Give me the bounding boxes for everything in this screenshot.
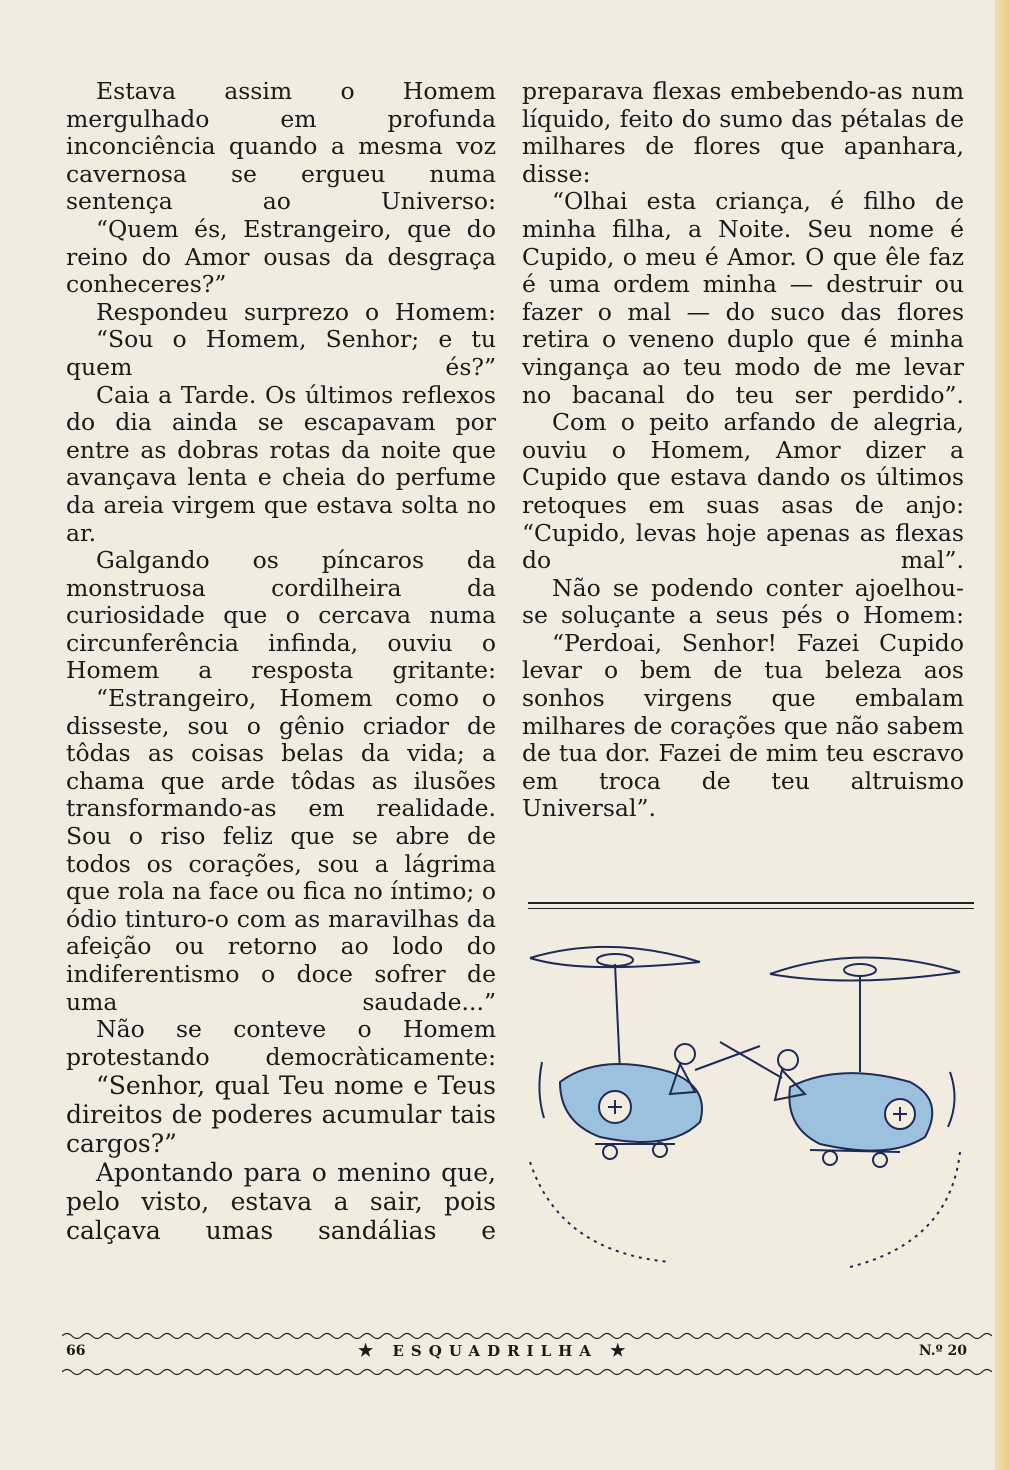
wave-border-bottom bbox=[62, 1367, 992, 1377]
page-footer bbox=[66, 1341, 981, 1363]
paragraph: “Quem és, Estrangeiro, que do reino do Amor ousas da desgraça conheceres?” bbox=[66, 214, 496, 299]
magazine-name: ESQUADRILHA bbox=[392, 1342, 598, 1360]
paragraph: “Sou o Homem, Senhor; e tu quem és?” bbox=[66, 325, 496, 381]
page-number: 66 bbox=[66, 1343, 86, 1359]
star-icon: ★ bbox=[610, 1341, 633, 1361]
paragraph: Respondeu surprezo o Homem: bbox=[96, 297, 496, 326]
paragraph: Galgando os píncaros da monstruosa cordilheira da curiosidade que o cercava numa circunferência infinda, ouviu o Homem a resposta gritante: bbox=[66, 546, 496, 685]
right-text-column bbox=[522, 78, 964, 823]
wave-border-top bbox=[62, 1331, 992, 1341]
paragraph: “Olhai esta criança, é filho de minha filha, a Noite. Seu nome é Cupido, o meu é Amor. O que êle faz é uma ordem minha — destruir ou fazer o mal — do suco das flores retira o veneno duplo que é minha vingança ao teu modo de me levar no bacanal do teu ser perdido”. bbox=[522, 187, 964, 409]
paragraph: “Senhor, qual Teu nome e Teus direitos de poderes acumular tais cargos?” bbox=[66, 1071, 496, 1159]
paragraph: preparava flexas embebendo-as num líquido, feito do sumo das pétalas de milhares de flores que apanhara, disse: bbox=[522, 77, 964, 188]
paragraph: Não se podendo conter ajoelhou-se soluçante a seus pés o Homem: bbox=[522, 573, 964, 630]
paragraph: “Perdoai, Senhor! Fazei Cupido levar o bem de tua beleza aos sonhos virgens que embalam milhares de corações que não sabem de tua dor. Fazei de mim teu escravo em troca de teu altruismo Universal”. bbox=[522, 628, 964, 823]
separator-rule bbox=[528, 908, 974, 909]
paragraph: Com o peito arfando de alegria, ouviu o Homem, Amor dizer a Cupido que estava dando os últimos retoques em suas asas de anjo: “Cupido, levas hoje apenas as flexas do mal”. bbox=[522, 408, 964, 575]
paragraph: Apontando para o menino que, pelo visto, estava a sair, pois calçava umas sandálias e bbox=[66, 1158, 496, 1246]
star-icon: ★ bbox=[358, 1341, 381, 1361]
paragraph: Caia a Tarde. Os últimos reflexos do dia ainda se escapavam por entre as dobras rotas da noite que avançava lenta e cheia do perfume da areia virgem que estava solta no ar. bbox=[66, 380, 496, 547]
page-edge bbox=[995, 0, 1009, 1470]
issue-number: N.º 20 bbox=[918, 1343, 967, 1359]
paragraph: Estava assim o Homem mergulhado em profunda inconciência quando a mesma voz cavernosa se ergueu numa sentença ao Universo: bbox=[66, 77, 496, 216]
magazine-title bbox=[358, 1341, 632, 1361]
paragraph: “Estrangeiro, Homem como o disseste, sou o gênio criador de tôdas as coisas belas da vida; a chama que arde tôdas as ilusões transformando-as em realidade. Sou o riso feliz que se abre de todos os corações, sou a lágrima que rola na face ou fica no íntimo; o ódio tinturo-o com as maravilhas da afeição ou retorno ao lodo do indiferentismo o doce sofrer de uma saudade...” bbox=[66, 684, 496, 1016]
separator-rule bbox=[528, 902, 974, 904]
left-text-column bbox=[66, 78, 496, 1245]
helicopter-cartoon-icon bbox=[520, 922, 978, 1282]
paragraph: Não se conteve o Homem protestando democràticamente: bbox=[66, 1015, 496, 1071]
